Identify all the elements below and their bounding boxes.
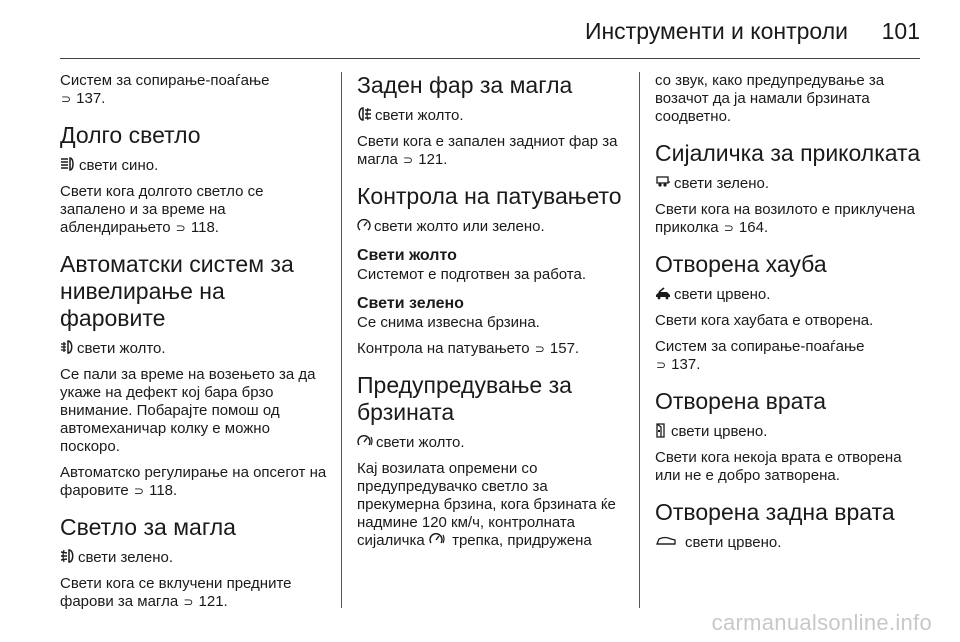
subheading-yellow: Свети жолто: [357, 247, 457, 264]
body-paragraph: Свети кога некоја врата е отворена или не е добро затворена.: [655, 449, 902, 484]
body-paragraph: Свети кога се вклучени предните фарови за магла ⊃ 121.: [60, 575, 292, 610]
trailer-icon: [655, 175, 671, 190]
page-header: [60, 0, 920, 60]
status-line: свети жолто или зелено.: [357, 218, 625, 236]
page-ref-arrow-icon: ⊃: [183, 595, 194, 609]
section-title-speed-warning: Предупредување за брзината: [357, 372, 572, 425]
cruise-control-icon: [357, 218, 371, 233]
status-line: свети црвено.: [655, 286, 927, 304]
status-line: свети жолто.: [60, 340, 332, 358]
speed-warning-icon: [429, 532, 445, 547]
column-3: [655, 72, 927, 560]
page-ref-arrow-icon: ⊃: [133, 484, 144, 498]
high-beam-icon: [60, 157, 76, 172]
rear-fog-light-icon: [357, 107, 372, 122]
column-divider-1: [341, 72, 342, 608]
body-paragraph: Системот е подготвен за работа.: [357, 266, 587, 283]
watermark: carmanualsonline.info: [711, 610, 932, 635]
header-rule: [60, 58, 920, 59]
page-ref[interactable]: 137.: [76, 90, 106, 107]
page-ref-arrow-icon: ⊃: [403, 153, 414, 167]
body-paragraph: Свети кога хаубата е отворена.: [655, 312, 874, 329]
page-number: 101: [881, 18, 920, 44]
section-title-high-beam: Долго светло: [60, 122, 201, 148]
tailgate-open-icon: [655, 534, 677, 549]
front-fog-light-icon: [60, 549, 75, 564]
status-line: свети сино.: [60, 157, 332, 175]
column-1: [60, 72, 332, 619]
section-title-door-open: Отворена врата: [655, 388, 827, 414]
body-paragraph: Свети кога е запален задниот фар за магла ⊃ 121.: [357, 133, 618, 168]
page-ref-arrow-icon: ⊃: [60, 92, 72, 106]
body-paragraph: Се снима извесна брзина.: [357, 314, 540, 331]
body-paragraph: Свети кога долгото светло се запалено и за време на аблендирањето ⊃ 118.: [60, 183, 264, 236]
body-paragraph: Кај возилата опремени со предупредувачко светло за прекумерна брзина, кога брзината ќе надмине 120 км/ч, контролната сијаличка трепка, придружена: [357, 460, 616, 549]
headlight-leveling-icon: [60, 340, 74, 355]
section-title-trailer: Сијаличка за приколката: [655, 140, 921, 166]
status-line: свети зелено.: [60, 549, 332, 567]
header-title: Инструменти и контроли: [584, 18, 848, 44]
status-line: свети жолто.: [357, 107, 625, 125]
section-title-hood-open: Отворена хауба: [655, 251, 827, 277]
body-paragraph: Свети кога на возилото е приклучена приколка ⊃ 164.: [655, 201, 915, 236]
page-ref[interactable]: 137.: [671, 356, 701, 373]
section-title-front-fog: Светло за магла: [60, 514, 236, 540]
body-paragraph: Се пали за време на возењето за да укаже на дефект кој бара брзо внимание. Побарајте помош од автомеханичар колку е можно поскоро.: [60, 366, 316, 455]
page-ref-arrow-icon: ⊃: [655, 358, 667, 372]
status-line: свети црвено.: [655, 423, 927, 441]
section-title-cruise-control: Контрола на патувањето: [357, 183, 622, 209]
body-paragraph: Автоматско регулирање на опсегот на фаровите ⊃ 118.: [60, 464, 327, 499]
door-open-icon: [655, 423, 668, 438]
status-line: свети жолто.: [357, 434, 625, 452]
body-paragraph: со звук, како предупредување за возачот да ја намали брзината соодветно.: [655, 72, 885, 125]
page-ref[interactable]: 121.: [418, 151, 448, 168]
speed-warning-icon: [357, 434, 373, 449]
body-paragraph: Систем за сопирање-поаѓање ⊃ 137.: [655, 338, 865, 373]
section-title-rear-fog: Заден фар за магла: [357, 72, 573, 98]
section-title-headlight-leveling: Автоматски систем за нивелирање на фаровите: [60, 251, 294, 331]
column-divider-2: [639, 72, 640, 608]
page-ref-arrow-icon: ⊃: [723, 221, 734, 235]
subheading-green: Свети зелено: [357, 295, 464, 312]
section-title-tailgate-open: Отворена задна врата: [655, 499, 895, 525]
page-ref-arrow-icon: ⊃: [534, 342, 545, 356]
hood-open-icon: [655, 286, 671, 301]
intro-paragraph: Систем за сопирање-поаѓање ⊃ 137.: [60, 72, 270, 107]
status-line: свети црвено.: [655, 534, 927, 552]
page-ref[interactable]: 118.: [190, 219, 219, 236]
column-2: [357, 72, 625, 558]
page-ref[interactable]: 157.: [549, 340, 580, 357]
page-ref-arrow-icon: ⊃: [175, 221, 186, 235]
status-line: свети зелено.: [655, 175, 927, 193]
page-ref[interactable]: 118.: [149, 482, 178, 499]
body-paragraph: Контрола на патувањето ⊃ 157.: [357, 340, 580, 357]
page-ref[interactable]: 164.: [738, 219, 769, 236]
page-ref[interactable]: 121.: [198, 593, 228, 610]
